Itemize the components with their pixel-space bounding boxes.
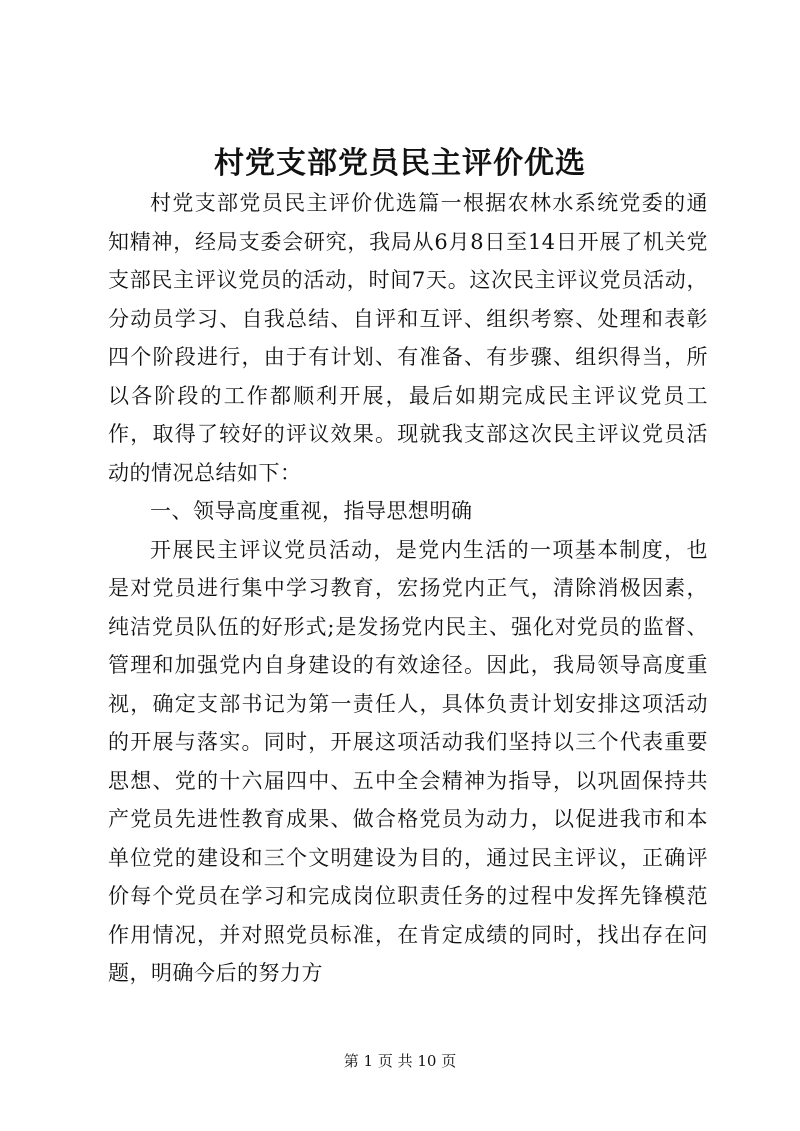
body-paragraph: 开展民主评议党员活动，是党内生活的一项基本制度，也是对党员进行集中学习教育，宏扬党内正气，清除消极因素，纯洁党员队伍的好形式;是发扬党内民主、强化对党员的监督、管理和加强党内自身建设的有效途径。因此，我局领导高度重视，确定支部书记为第一责任人，具体负责计划安排这项活动的开展与落实。同时，开展这项活动我们坚持以三个代表重要思想、党的十六届四中、五中全会精神为指导，以巩固保持共产党员先进性教育成果、做合格党员为动力，以促进我市和本单位党的建设和三个文明建设为目的，通过民主评议，正确评价每个党员在学习和完成岗位职责任务的过程中发挥先锋模范作用情况，并对照党员标准，在肯定成绩的同时，找出存在问题，明确今后的努力方 [108, 537, 708, 985]
intro-paragraph: 村党支部党员民主评价优选篇一根据农林水系统党委的通知精神，经局支委会研究，我局从6月8日至14日开展了机关党支部民主评议党员的活动，时间7天。这次民主评议党员活动，分动员学习、自我总结、自评和互评、组织考察、处理和表彰四个阶段进行，由于有计划、有准备、有步骤、组织得当，所以各阶段的工作都顺利开展，最后如期完成民主评议党员工作，取得了较好的评议效果。现就我支部这次民主评议党员活动的情况总结如下： [108, 191, 708, 485]
document-title: 村党支部党员民主评价优选 [214, 146, 586, 181]
page-number-footer: 第 1 页 共 10 页 [343, 1052, 457, 1070]
document-body [108, 184, 708, 993]
section-heading: 一、领导高度重视，指导思想明确 [150, 499, 473, 523]
